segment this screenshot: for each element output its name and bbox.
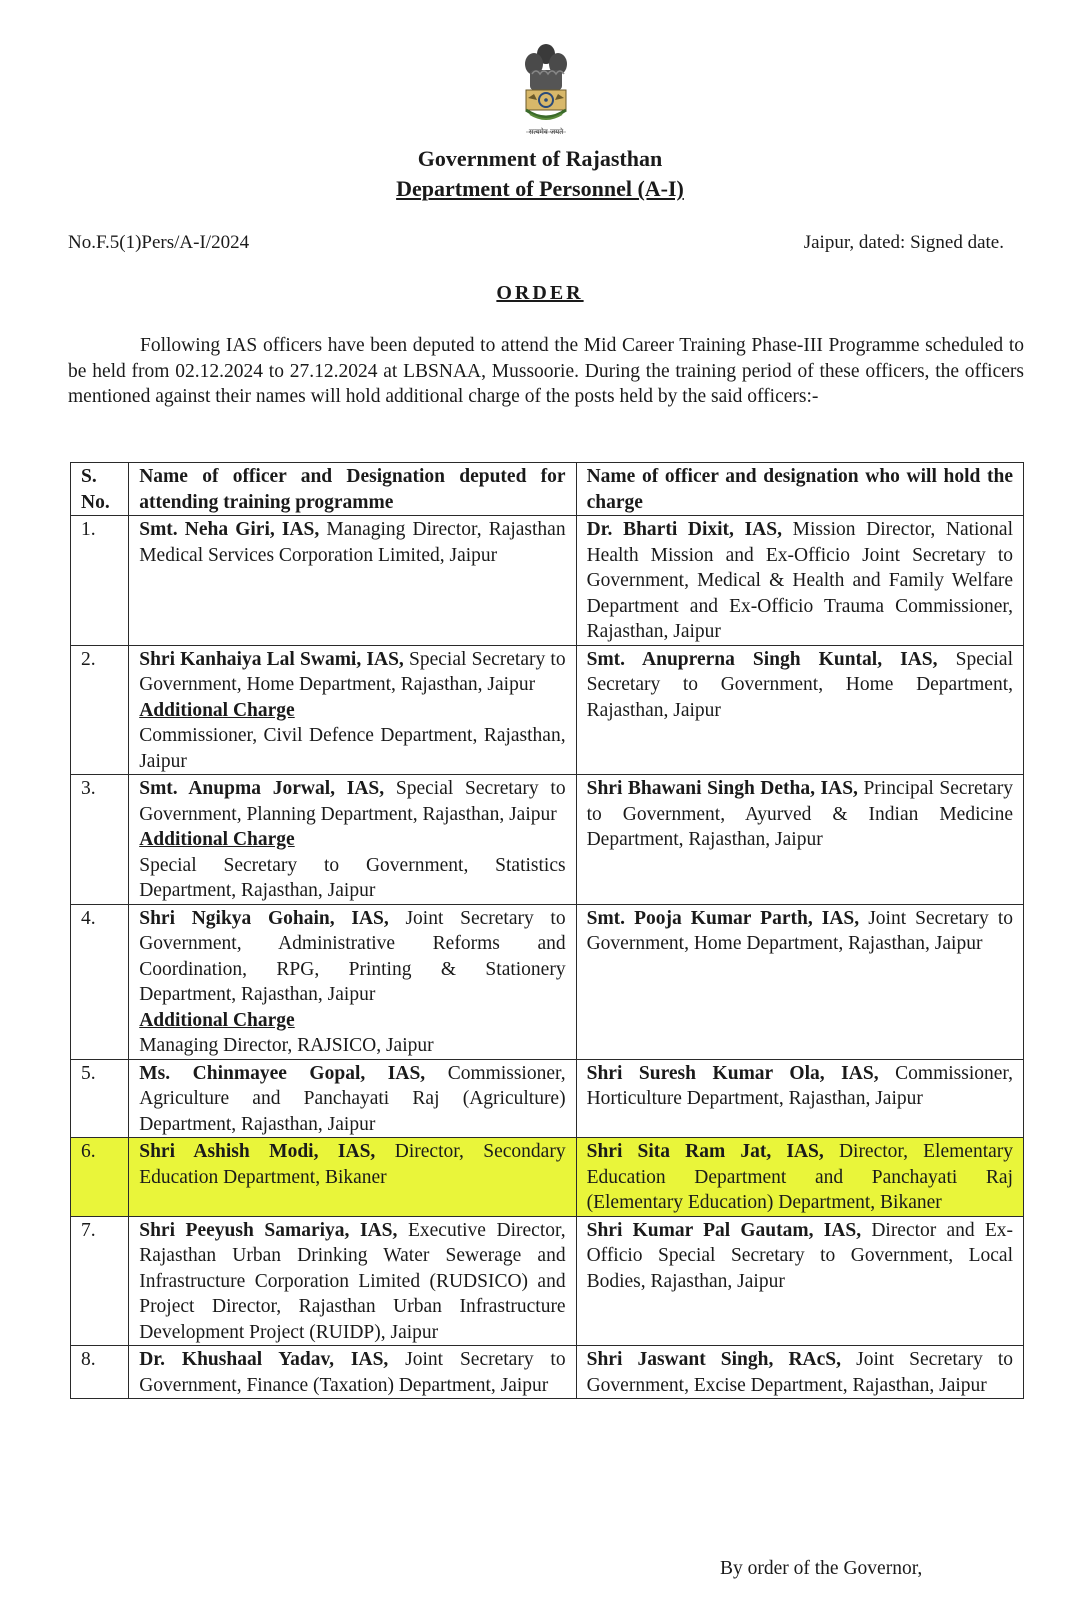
deputed-officer-cell (129, 1216, 576, 1346)
table-row (71, 1138, 1024, 1217)
deputed-officer-name: Dr. Khushaal Yadav, IAS, (139, 1349, 389, 1370)
deputed-officer-designation: Joint Secretary to Government, Administrative Reforms and Coordination, RPG, Printing & Stationery Department, Rajasthan, Jaipur (139, 907, 566, 1005)
order-heading: ORDER (496, 282, 584, 304)
deputed-officer-name: Shri Ashish Modi, IAS, (139, 1141, 376, 1162)
department-title: Department of Personnel (A-I) (396, 176, 684, 201)
charge-holder-cell (576, 1138, 1023, 1217)
deputed-officer-designation: Special Secretary to Government, Home Department, Rajasthan, Jaipur (139, 648, 566, 695)
deputed-officer-name: Shri Kanhaiya Lal Swami, IAS, (139, 648, 404, 670)
charge-holder-name: Smt. Anuprerna Singh Kuntal, IAS, (586, 648, 938, 670)
table-row (71, 516, 1024, 646)
deputed-officer-cell (129, 775, 576, 905)
additional-charge-post: Special Secretary to Government, Statistics Department, Rajasthan, Jaipur (139, 854, 566, 901)
deputed-officer-designation: Director, Secondary Education Department, Bikaner (139, 1141, 566, 1188)
deputed-officer-cell (129, 904, 576, 1059)
row-sno: 3. (71, 775, 129, 905)
table-row (71, 645, 1024, 775)
additional-charge-label: Additional Charge (139, 829, 295, 850)
charge-holder-designation: Special Secretary to Government, Home Department, Rajasthan, Jaipur (586, 648, 1013, 721)
dated-line: Jaipur, dated: Signed date. (803, 232, 1004, 253)
deputed-officer-cell (129, 1059, 576, 1138)
additional-charge-label: Additional Charge (139, 1009, 295, 1031)
row-sno: 8. (71, 1346, 129, 1399)
deputed-officer-designation: Executive Director, Rajasthan Urban Drinking Water Sewerage and Infrastructure Corporation Limited (RUDSICO) and Project Director, Rajasthan Urban Infrastructure Development Project (RUIDP), Jaipur (139, 1219, 566, 1343)
deputed-officer-cell (129, 1138, 576, 1217)
charge-holder-designation: Principal Secretary to Government, Ayurved & Indian Medicine Department, Rajasthan, Jaipur (586, 778, 1013, 850)
deputed-officer-designation: Special Secretary to Government, Planning Department, Rajasthan, Jaipur (139, 778, 566, 825)
table-row (71, 904, 1024, 1059)
deputed-officer-designation: Joint Secretary to Government, Finance (Taxation) Department, Jaipur (139, 1349, 566, 1396)
deputed-officer-designation: Managing Director, Rajasthan Medical Services Corporation Limited, Jaipur (139, 519, 566, 566)
header-deputed: Name of officer and Designation deputed for attending training programme (129, 463, 576, 516)
additional-charge-post: Managing Director, RAJSICO, Jaipur (139, 1035, 434, 1056)
header-holder: Name of officer and designation who will hold the charge (576, 463, 1023, 516)
charge-holder-name: Shri Kumar Pal Gautam, IAS, (586, 1219, 862, 1241)
charge-holder-cell (576, 1216, 1023, 1346)
charge-holder-designation: Commissioner, Horticulture Department, Rajasthan, Jaipur (586, 1062, 1013, 1109)
additional-charge-post: Commissioner, Civil Defence Department, Rajasthan, Jaipur (139, 725, 566, 772)
reference-number: No.F.5(1)Pers/A-I/2024 (68, 232, 250, 253)
charge-holder-cell (576, 1059, 1023, 1138)
charge-holder-designation: Joint Secretary to Government, Excise Department, Rajasthan, Jaipur (586, 1349, 1014, 1396)
row-sno: 1. (71, 516, 129, 646)
charge-holder-name: Shri Jaswant Singh, RAcS, (586, 1349, 842, 1370)
charge-holder-cell (576, 904, 1023, 1059)
government-title: Government of Rajasthan (417, 146, 663, 171)
charge-holder-name: Shri Bhawani Singh Detha, IAS, (586, 778, 858, 799)
deputed-officer-name: Shri Ngikya Gohain, IAS, (139, 907, 389, 929)
table-row (71, 775, 1024, 905)
deputed-officer-designation: Commissioner, Agriculture and Panchayati Raj (Agriculture) Department, Rajasthan, Jaipur (139, 1062, 566, 1135)
deputation-table (70, 462, 1024, 1399)
charge-holder-name: Smt. Pooja Kumar Parth, IAS, (586, 907, 860, 929)
row-sno: 5. (71, 1059, 129, 1138)
deputed-officer-name: Smt. Neha Giri, IAS, (139, 519, 320, 540)
table-row (71, 1216, 1024, 1346)
charge-holder-designation: Joint Secretary to Government, Home Department, Rajasthan, Jaipur (586, 907, 1014, 954)
row-sno: 6. (71, 1138, 129, 1217)
charge-holder-cell (576, 1346, 1023, 1399)
row-sno: 7. (71, 1216, 129, 1346)
table-row (71, 1059, 1024, 1138)
deputed-officer-cell (129, 516, 576, 646)
emblem-motto: सत्यमेव जयते (528, 128, 564, 136)
charge-holder-cell (576, 645, 1023, 775)
intro-paragraph: Following IAS officers have been deputed to attend the Mid Career Training Phase-III Programme scheduled to be held from 02.12.2024 to 27.12.2024 at LBSNAA, Mussoorie. During the training period of these officers, the officers mentioned against their names will hold additional charge of the posts held by the said officers:- (68, 335, 1024, 407)
charge-holder-cell (576, 775, 1023, 905)
charge-holder-designation: Mission Director, National Health Mission and Ex-Officio Joint Secretary to Government, Medical & Health and Family Welfare Department and Ex-Officio Trauma Commissioner, Rajasthan, Jaipur (586, 519, 1014, 642)
deputed-officer-name: Ms. Chinmayee Gopal, IAS, (139, 1062, 426, 1084)
table-row (71, 1346, 1024, 1399)
charge-holder-name: Dr. Bharti Dixit, IAS, (586, 519, 782, 540)
charge-holder-designation: Director and Ex-Officio Special Secretary to Government, Local Bodies, Rajasthan, Jaipur (586, 1219, 1014, 1292)
deputed-officer-name: Smt. Anupma Jorwal, IAS, (139, 778, 385, 799)
additional-charge-label: Additional Charge (139, 699, 295, 721)
row-sno: 2. (71, 645, 129, 775)
charge-holder-designation: Director, Elementary Education Department and Panchayati Raj (Elementary Education) Department, Bikaner (586, 1141, 1014, 1213)
table-header-row (71, 463, 1024, 516)
deputed-officer-cell (129, 645, 576, 775)
state-emblem (518, 40, 574, 144)
row-sno: 4. (71, 904, 129, 1059)
charge-holder-name: Shri Suresh Kumar Ola, IAS, (586, 1062, 879, 1084)
charge-holder-cell (576, 516, 1023, 646)
header-sno: S. No. (71, 463, 129, 516)
by-order-line: By order of the Governor, (720, 1558, 923, 1579)
deputed-officer-cell (129, 1346, 576, 1399)
charge-holder-name: Shri Sita Ram Jat, IAS, (586, 1141, 824, 1162)
deputed-officer-name: Shri Peeyush Samariya, IAS, (139, 1219, 398, 1241)
